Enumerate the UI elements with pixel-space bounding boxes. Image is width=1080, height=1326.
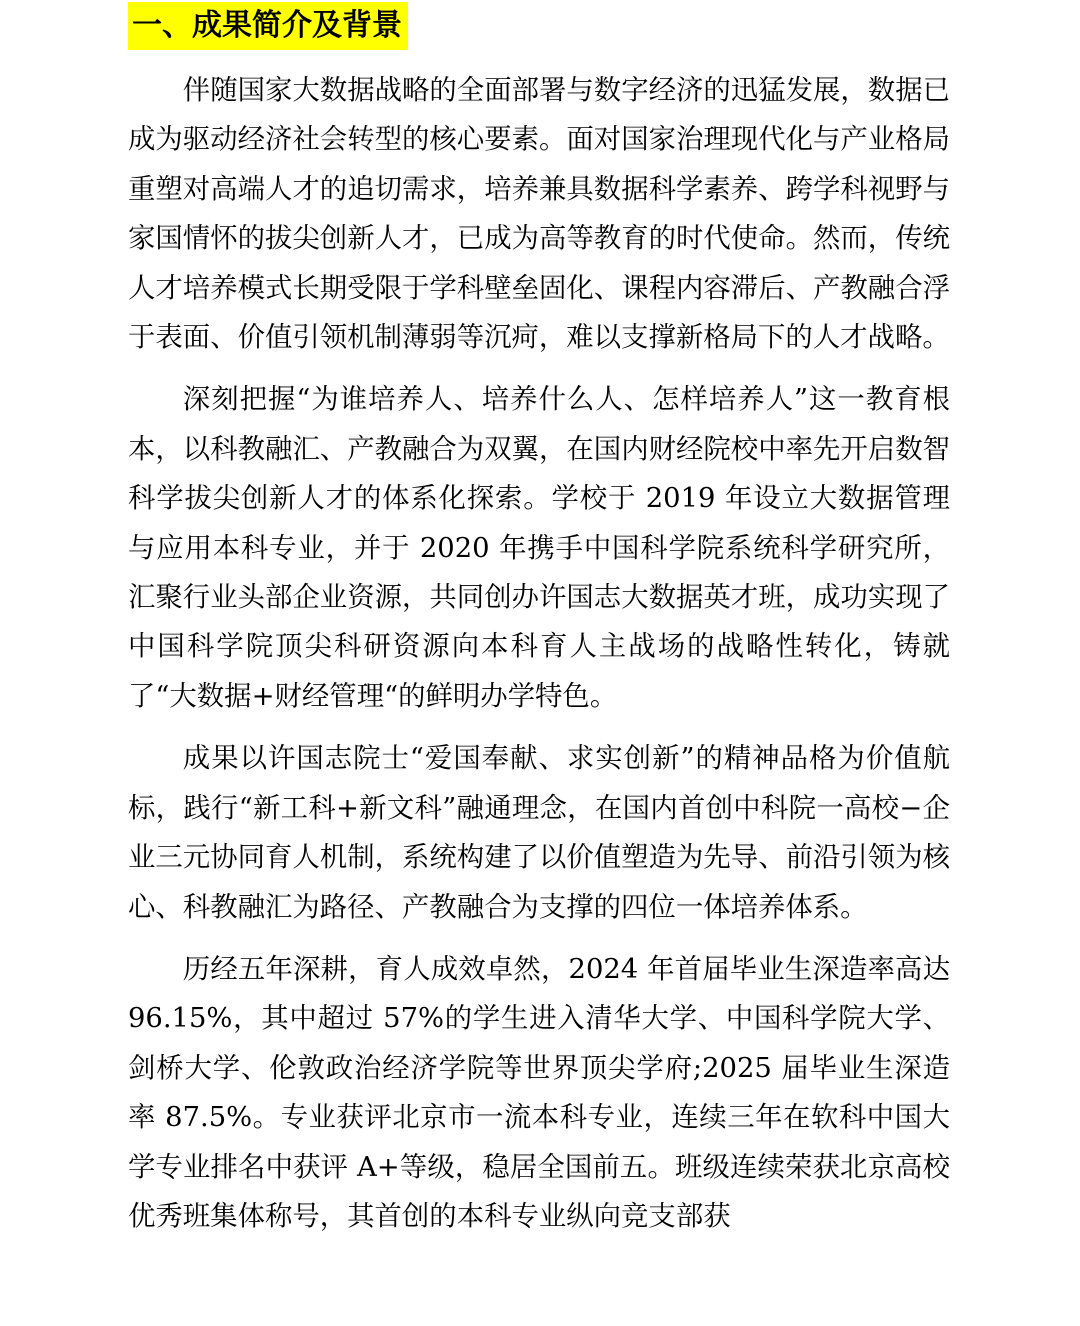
paragraph-system: 成果以许国志院士“爱国奉献、求实创新”的精神品格为价值航标，践行“新工科+新文科”融通理念，在国内首创中科院一高校−企业三元协同育人机制，系统构建了以价值塑造为先导、前沿引领为核心、科教融汇为路径、产教融合为支撑的四位一体培养体系。 xyxy=(128,743,950,923)
paragraph-background: 伴随国家大数据战略的全面部署与数字经济的迅猛发展，数据已成为驱动经济社会转型的核心要素。面对国家治理现代化与产业格局重塑对高端人才的追切需求，培养兼具数据科学素养、跨学科视野与家国情怀的拔尖创新人才，已成为高等教育的时代使命。然而，传统人才培养模式长期受限于学科壁垒固化、课程内容滞后、产教融合浮于表面、价值引领机制薄弱等沉疴，难以支撑新格局下的人才战略。 xyxy=(128,75,950,354)
document-body xyxy=(128,66,950,1254)
paragraph-outcomes: 历经五年深耕，育人成效卓然，2024 年首届毕业生深造率高达 96.15%，其中超过 57%的学生进入清华大学、中国科学院大学、剑桥大学、伦敦政治经济学院等世界顶尖学府;2025 届毕业生深造率 87.5%。专业获评北京市一流本科专业，连续三年在软科中国大学专业排名中获评 A+等级，稳居全国前五。班级连续荣获北京高校优秀班集体称号，其首创的本科专业纵向竞支部获 xyxy=(128,953,950,1232)
section-heading: 一、成果简介及背景 xyxy=(128,2,408,50)
paragraph-exploration: 深刻把握“为谁培养人、培养什么人、怎样培养人”这一教育根本，以科教融汇、产教融合为双翼，在国内财经院校中率先开启数智科学拔尖创新人才的体系化探索。学校于 2019 年设立大数据管理与应用本科专业，并于 2020 年携手中国科学院系统科学研究所，汇聚行业头部企业资源，共同创办许国志大数据英才班，成功实现了中国科学院顶尖科研资源向本科育人主战场的战略性转化，铸就了“大数据+财经管理“的鲜明办学特色。 xyxy=(128,384,950,712)
